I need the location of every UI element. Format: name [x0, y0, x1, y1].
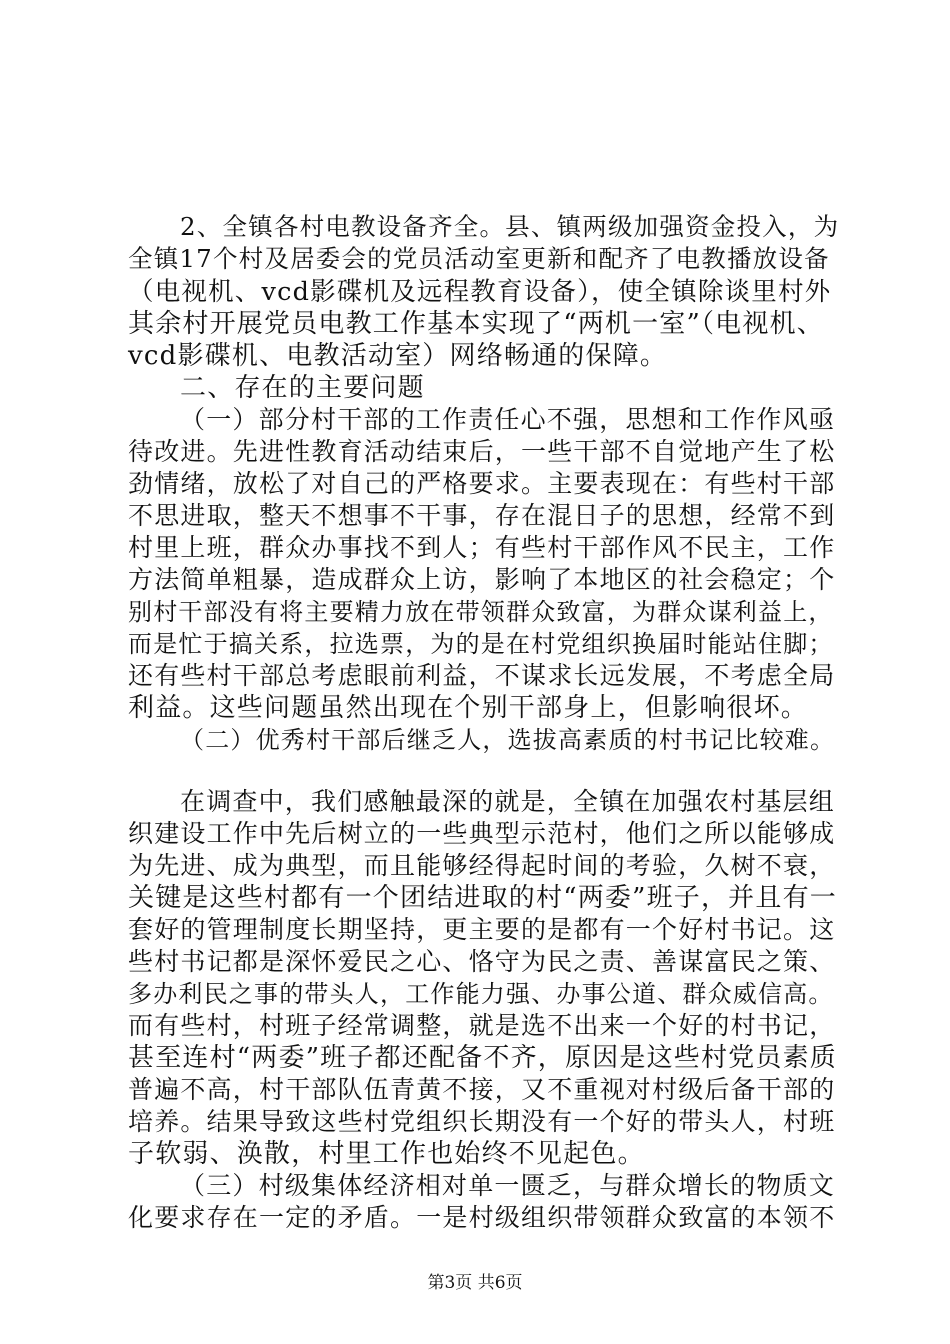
text-line: 其余村开展党员电教工作基本实现了“两机一室”（电视机、: [128, 309, 824, 339]
text-line: 而是忙于搞关系，拉选票，为的是在村党组织换届时能站住脚；: [128, 630, 834, 658]
section-heading: 二、存在的主要问题: [180, 373, 425, 403]
page-number-footer: 第3页 共6页: [427, 1273, 523, 1293]
text-line: 子软弱、涣散，村里工作也始终不见起色。: [128, 1139, 645, 1169]
text-line: 织建设工作中先后树立的一些典型示范村，他们之所以能够成: [128, 819, 836, 848]
text-line: 在调查中，我们感触最深的就是，全镇在加强农村基层组: [180, 787, 836, 816]
text-line: 劲情绪，放松了对自己的严格要求。主要表现在：有些村干部: [128, 469, 836, 498]
text-line: （一）部分村干部的工作责任心不强，思想和工作作风亟: [180, 405, 836, 434]
text-line: 全镇17个村及居委会的党员活动室更新和配齐了电教播放设备: [128, 244, 830, 273]
text-line: 培养。结果导致这些村党组织长期没有一个好的带头人，村班: [128, 1107, 836, 1136]
text-line: 2、全镇各村电教设备齐全。县、镇两级加强资金投入，为: [180, 212, 840, 241]
text-line: （二）优秀村干部后继乏人，选拔高素质的村书记比较难。: [180, 726, 836, 754]
text-line: 而有些村，村班子经常调整，就是选不出来一个好的村书记，: [128, 1011, 836, 1040]
text-line: 利益。这些问题虽然出现在个别干部身上，但影响很坏。: [128, 693, 809, 723]
text-line: 化要求存在一定的矛盾。一是村级组织带领群众致富的本领不: [128, 1203, 836, 1232]
text-line: 普遍不高，村干部队伍青黄不接，又不重视对村级后备干部的: [128, 1075, 836, 1104]
text-line: 不思进取，整天不想事不干事，存在混日子的思想，经常不到: [128, 501, 836, 530]
text-line: 村里上班，群众办事找不到人；有些村干部作风不民主，工作: [128, 533, 836, 562]
text-line: 别村干部没有将主要精力放在带领群众致富，为群众谋利益上，: [128, 598, 834, 626]
text-line: 还有些村干部总考虑眼前利益，不谋求长远发展，不考虑全局: [128, 661, 836, 690]
text-line: 些村书记都是深怀爱民之心、恪守为民之责、善谋富民之策、: [128, 947, 836, 976]
text-line: （电视机、vcd影碟机及远程教育设备），使全镇除谈里村外: [128, 277, 832, 307]
text-line: （三）村级集体经济相对单一匮乏，与群众增长的物质文: [180, 1171, 836, 1200]
text-line: 为先进、成为典型，而且能够经得起时间的考验，久树不衰，: [128, 851, 836, 880]
text-line: 待改进。先进性教育活动结束后，一些干部不自觉地产生了松: [128, 437, 836, 466]
text-line: 多办利民之事的带头人，工作能力强、办事公道、群众威信高。: [128, 980, 834, 1008]
text-line: vcd影碟机、电教活动室）网络畅通的保障。: [128, 341, 668, 371]
text-line: 关键是这些村都有一个团结进取的村“两委”班子，并且有一: [128, 883, 837, 913]
text-line: 甚至连村“两委”班子都还配备不齐，原因是这些村党员素质: [128, 1043, 837, 1073]
text-line: 套好的管理制度长期坚持，更主要的是都有一个好村书记。这: [128, 915, 836, 944]
text-line: 方法简单粗暴，造成群众上访，影响了本地区的社会稳定；个: [128, 565, 836, 594]
